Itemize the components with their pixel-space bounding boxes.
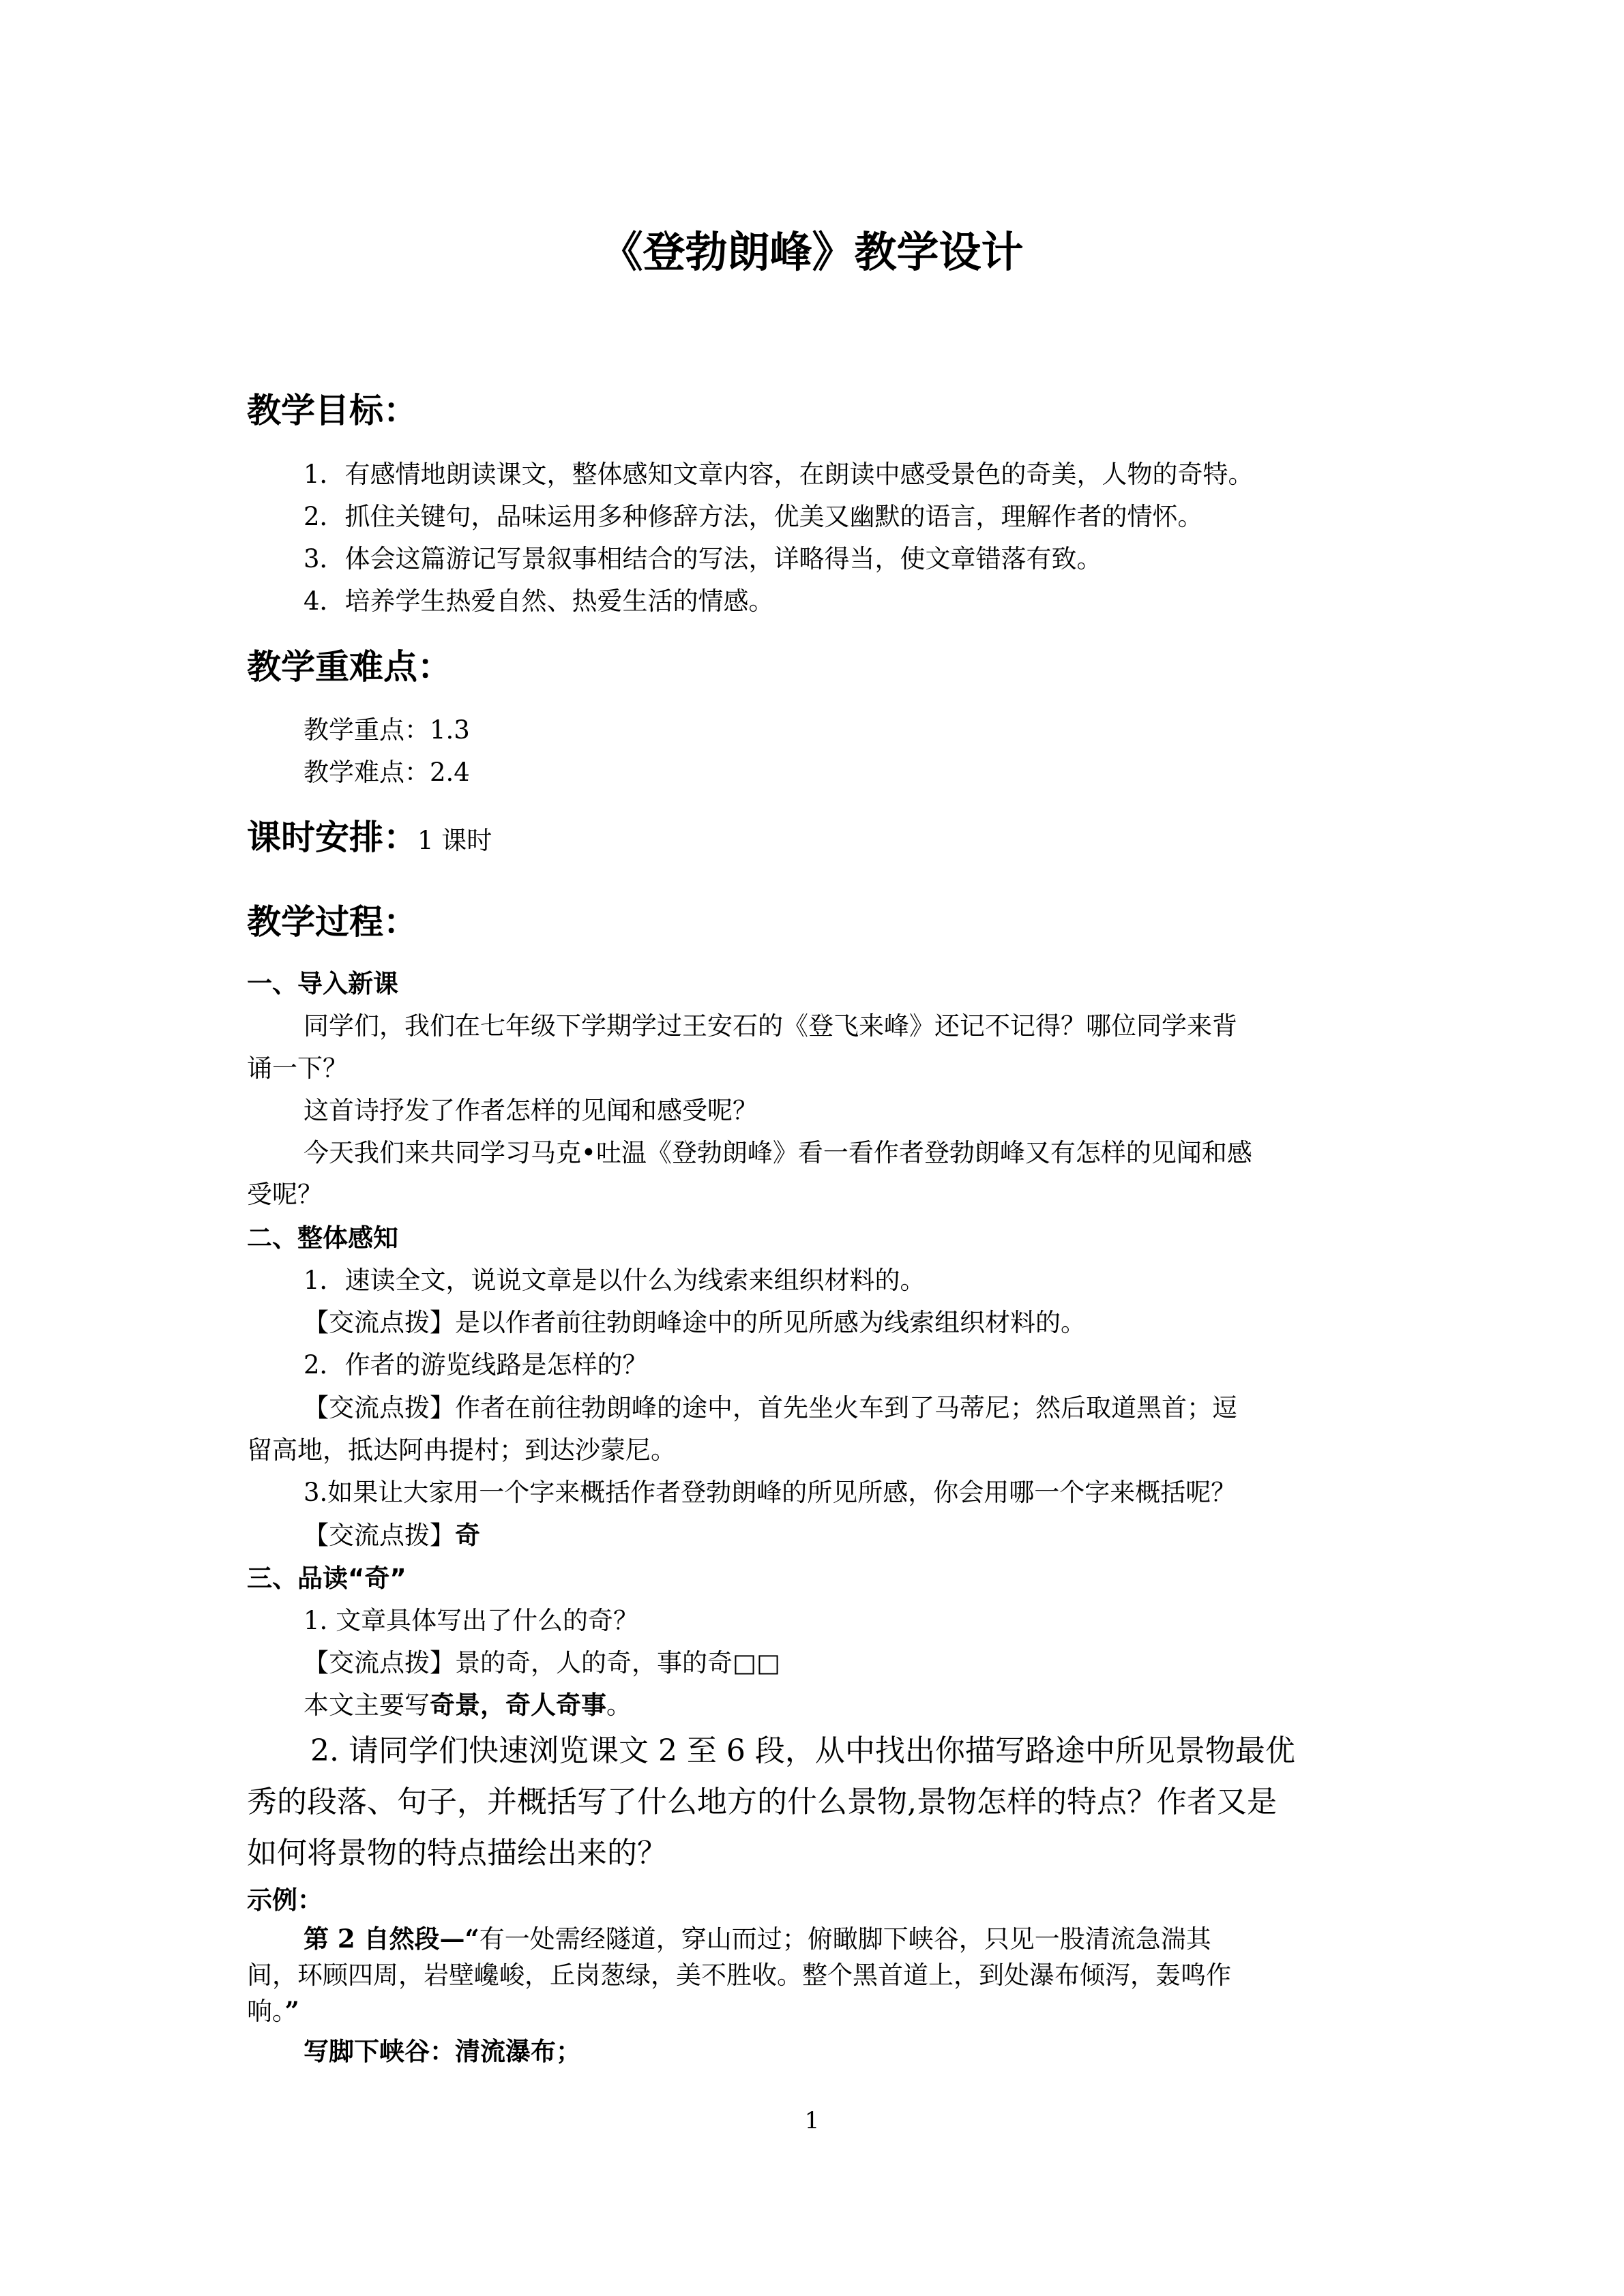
answer-keyword: 奇 bbox=[455, 1520, 480, 1550]
keypoint-item: 教学重点：1.3 bbox=[304, 715, 470, 745]
answer-label: 【交流点拨】 bbox=[304, 1521, 455, 1550]
question-line: 秀的段落、句子，并概括写了什么地方的什么景物,景物怎样的特点？作者又是 bbox=[247, 1785, 1277, 1819]
goal-item: 1．有感情地朗读课文，整体感知文章内容，在朗读中感受景色的奇美，人物的奇特。 bbox=[304, 460, 1254, 489]
example-line: 间，环顾四周，岩壁巉峻，丘岗葱绿，美不胜收。整个黑首道上，到处瀑布倾泻，轰鸣作 bbox=[247, 1960, 1231, 1990]
document-title: 《登勃朗峰》教学设计 bbox=[600, 227, 1024, 277]
paragraph-line: 今天我们来共同学习马克•吐温《登勃朗峰》看一看作者登勃朗峰又有怎样的见闻和感 bbox=[304, 1138, 1252, 1167]
schedule-value: 1 课时 bbox=[417, 826, 492, 855]
answer-line bbox=[304, 1520, 480, 1550]
question-line: 1. 文章具体写出了什么的奇？ bbox=[304, 1606, 639, 1635]
summary-line: 本文主要写奇景，奇人奇事。 bbox=[304, 1690, 632, 1720]
schedule-heading: 课时安排： bbox=[247, 818, 417, 857]
paragraph-line: 这首诗抒发了作者怎样的见闻和感受呢？ bbox=[304, 1096, 758, 1125]
page-number: 1 bbox=[804, 2107, 820, 2134]
paragraph-line: 同学们，我们在七年级下学期学过王安石的《登飞来峰》还记不记得？哪位同学来背 bbox=[304, 1011, 1237, 1041]
section-heading: 三、品读“奇” bbox=[247, 1564, 407, 1593]
question-line: 3.如果让大家用一个字来概括作者登勃朗峰的所见所感，你会用哪一个字来概括呢？ bbox=[304, 1478, 1237, 1507]
schedule-line bbox=[247, 818, 492, 857]
goals-heading: 教学目标： bbox=[247, 391, 417, 430]
answer-line: 【交流点拨】是以作者前往勃朗峰途中的所见所感为线索组织材料的。 bbox=[304, 1308, 1086, 1337]
answer-line: 留高地，抵达阿冉提村；到达沙蒙尼。 bbox=[247, 1435, 676, 1465]
paragraph-line: 受呢？ bbox=[247, 1180, 323, 1209]
keypoint-item: 教学难点：2.4 bbox=[304, 758, 470, 787]
section-heading: 二、整体感知 bbox=[247, 1223, 398, 1253]
question-line: 如何将景物的特点描绘出来的？ bbox=[247, 1836, 667, 1870]
keypoints-heading: 教学重难点： bbox=[247, 647, 452, 687]
section-heading: 一、导入新课 bbox=[247, 969, 398, 998]
question-line: 2. 请同学们快速浏览课文 2 至 6 段，从中找出你描写路途中所见景物最优 bbox=[310, 1733, 1295, 1768]
answer-line: 【交流点拨】景的奇，人的奇，事的奇□□ bbox=[304, 1648, 780, 1678]
example-label: 示例： bbox=[247, 1885, 323, 1915]
goal-item: 3．体会这篇游记写景叙事相结合的写法，详略得当，使文章错落有致。 bbox=[304, 544, 1102, 573]
answer-line: 【交流点拨】作者在前往勃朗峰的途中，首先坐火车到了马蒂尼；然后取道黑首；逗 bbox=[304, 1393, 1237, 1422]
summary-keywords: 奇景，奇人奇事 bbox=[430, 1690, 606, 1720]
goal-item: 2．抓住关键句，品味运用多种修辞方法，优美又幽默的语言，理解作者的情怀。 bbox=[304, 502, 1203, 531]
process-heading: 教学过程： bbox=[247, 902, 417, 942]
example-line: 响。” bbox=[247, 1996, 299, 2026]
example-summary: 写脚下峡谷：清流瀑布； bbox=[304, 2037, 581, 2066]
question-line: 1．速读全文，说说文章是以什么为线索来组织材料的。 bbox=[304, 1266, 926, 1295]
goal-item: 4．培养学生热爱自然、热爱生活的情感。 bbox=[304, 586, 774, 616]
example-line: 第 2 自然段—“有一处需经隧道，穿山而过；俯瞰脚下峡谷，只见一股清流急湍其 bbox=[304, 1924, 1211, 1954]
question-line: 2．作者的游览线路是怎样的？ bbox=[304, 1350, 648, 1380]
paragraph-line: 诵一下？ bbox=[247, 1054, 348, 1083]
example-paragraph-ref: 第 2 自然段—“ bbox=[304, 1924, 479, 1954]
